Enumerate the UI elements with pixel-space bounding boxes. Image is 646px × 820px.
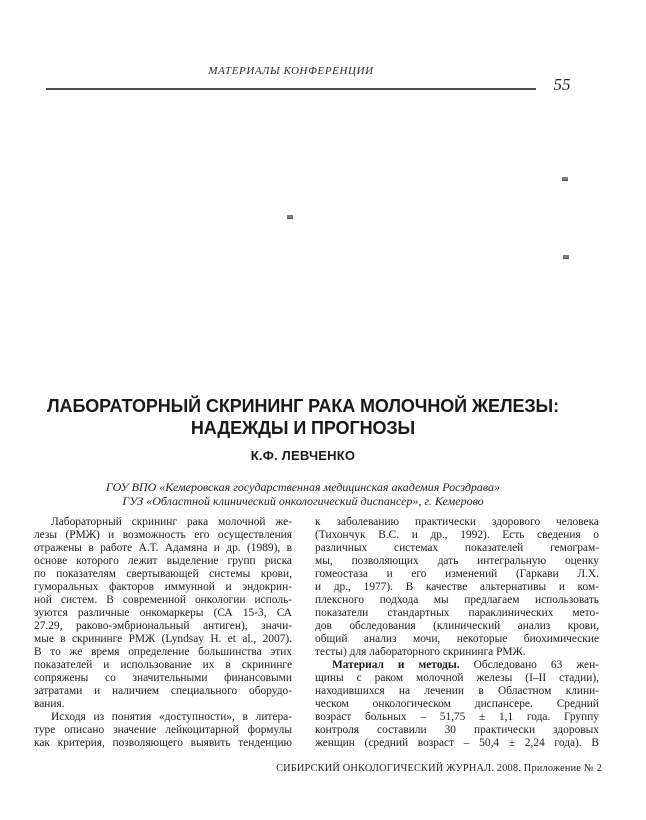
body-column-left [34, 516, 292, 750]
text-line: отражены в работе А.Т. Адамяна и др. (1989), в [34, 542, 292, 554]
text-line: показатели стандартных параклинических мето- [315, 607, 599, 619]
text-line: к заболеванию практически здорового человека [315, 516, 599, 528]
text-line: тесты) для лабораторного скрининга РМЖ. [315, 646, 526, 658]
text-line: мые в скрининге РМЖ (Lyndsay H. et al., 2007). [34, 633, 292, 645]
text-line: показателей и использование их в скрининге [34, 659, 292, 671]
text-line: по показателям свертывающей системы крови, [34, 568, 292, 580]
text-line: гуморальных факторов иммунной и эндокрин- [34, 581, 292, 593]
bold-run-in-heading: Материал и методы. [332, 659, 460, 671]
text-line: (Тихончук В.С. и др., 1992). Есть сведения о [315, 529, 599, 541]
text-line: основе которого лежит выделение групп риска [34, 555, 292, 567]
footer-journal-line: СИБИРСКИЙ ОНКОЛОГИЧЕСКИЙ ЖУРНАЛ. 2008. Приложение № 2 [276, 763, 602, 774]
text-line: общий анализ мочи, некоторые биохимические [315, 633, 599, 645]
text-line: находившихся на лечении в Областном клини- [315, 685, 599, 697]
text-line: В то же время определение большинства этих [34, 646, 292, 658]
article-title [23, 396, 583, 439]
text-line: сопряжены со значительными финансовыми [34, 672, 292, 684]
scan-artifact-dash [562, 177, 568, 181]
text-line: 27.29, раково-эмбриональный антиген), значи- [34, 620, 292, 632]
text-line: лезы (РМЖ) и возможность его осуществления [34, 529, 292, 541]
affiliation-line2: ГУЗ «Областной клинический онкологический диспансер», г. Кемерово [122, 493, 484, 508]
text-line: зуются различные онкомаркеры (СА 15-3, СА [34, 607, 292, 619]
body-column-right [315, 516, 599, 750]
text-line: дов обследования (клинический анализ крови, [315, 620, 599, 632]
text-line: как критерия, позволяющего выявить тенденцию [34, 737, 292, 749]
text-line: мы, позволяющих дать интегральную оценку [315, 555, 599, 567]
text-line: плексного подхода мы предлагаем использовать [315, 594, 599, 606]
page-number: 55 [553, 75, 571, 94]
text-line: туре описано значение лейкоцитарной формулы [34, 724, 292, 736]
text-line: ной систем. В современной онкологии исполь- [34, 594, 292, 606]
text-line: Лабораторный скрининг рака молочной же- [51, 516, 292, 528]
affiliation-line1: ГОУ ВПО «Кемеровская государственная медицинская академия Росздрава» [105, 480, 501, 494]
text-line: различных системах показателей гемограм- [315, 542, 599, 554]
text-line: щины с раком молочной железы (I–II стадии), [315, 672, 599, 684]
scan-artifact-dash [563, 255, 569, 259]
text-line: гомеостаза и его изменений (Гаркави Л.Х. [315, 568, 599, 580]
article-affiliation [23, 481, 583, 508]
text-line: и др., 1977). В качестве альтернативы и ком- [315, 581, 599, 593]
text-line: ческом онкологическом диспансере. Средний [315, 698, 599, 710]
article-author: К.Ф. ЛЕВЧЕНКО [250, 448, 356, 463]
header-rule [46, 88, 536, 90]
article-title-line2: НАДЕЖДЫ И ПРОГНОЗЫ [190, 417, 416, 438]
scan-artifact-dash [287, 215, 293, 219]
text-line: возраст больных – 51,75 ± 1,1 года. Группу [315, 711, 599, 723]
text-line: Исходя из понятия «доступности», в литера- [51, 711, 292, 723]
article-title-line1: ЛАБОРАТОРНЫЙ СКРИНИНГ РАКА МОЛОЧНОЙ ЖЕЛЕЗЫ: [47, 396, 559, 416]
text-line: вания. [34, 698, 65, 710]
text-line: Материал и методы. Обследовано 63 жен- [332, 659, 599, 671]
text-line: затратами и наличием специального оборудо- [34, 685, 292, 697]
text-line: женщин (средний возраст – 50,4 ± 2,24 года). В [315, 737, 599, 749]
text-line: контроля составили 30 практически здоровых [315, 724, 599, 736]
running-head-section-label: МАТЕРИАЛЫ КОНФЕРЕНЦИИ [208, 65, 374, 77]
